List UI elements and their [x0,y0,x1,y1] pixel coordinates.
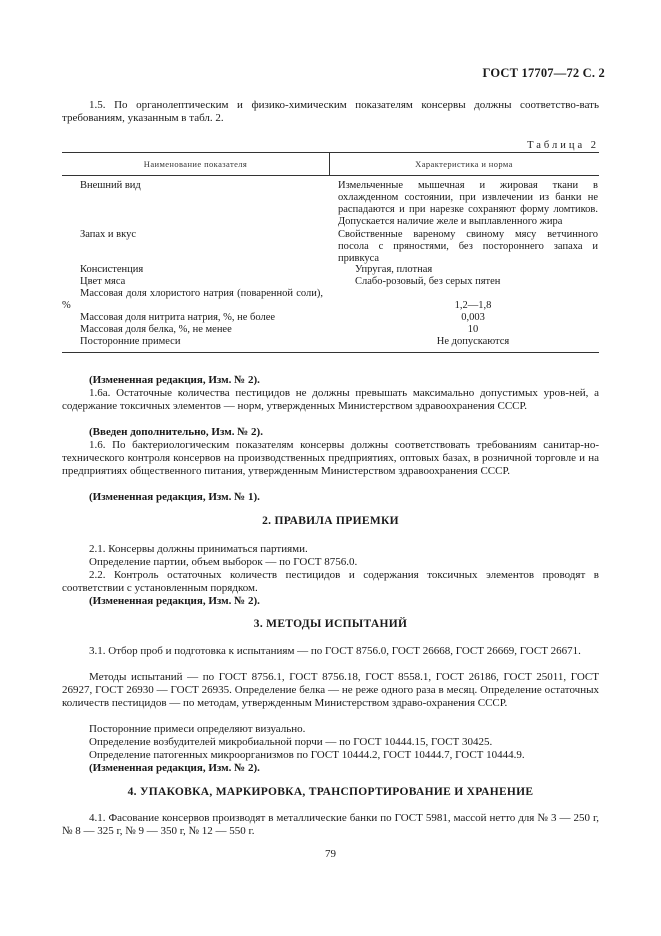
table-row-name: Внешний вид [80,180,141,191]
section-4-title: 4. УПАКОВКА, МАРКИРОВКА, ТРАНСПОРТИРОВАНИЕ И ХРАНЕНИЕ [127,786,534,798]
paragraph-1-5: 1.5. По органолептическим и физико-химическим показателям консервы должны соответство-вать требованиям, указанным в табл. 2. [62,99,599,125]
table-row-value: Измельченные мышечная и жировая ткани в охлажденном состоянии, при извлечении из банки не распадаются и при нарезке сохраняют форму ломтиков. Допускается наличие желе и выплавленного жира [338,180,598,227]
page-number: 79 [325,848,336,860]
table-row-value: 1,2—1,8 [454,300,492,311]
section-2-title: 2. ПРАВИЛА ПРИЕМКИ [262,515,399,527]
table-row-value: Не допускаются [436,336,510,347]
paragraph-pathogens: Определение патогенных микроорганизмов по ГОСТ 10444.2, ГОСТ 10444.7, ГОСТ 10444.9. [89,749,525,761]
table-row-name: Цвет мяса [80,276,126,287]
table-row-value: Свойственные вареному свиному мясу ветчинного посола с пряностями, без постороннего запаха и привкуса [338,229,598,264]
table-row-name: Запах и вкус [80,229,137,240]
paragraph-2-2: 2.2. Контроль остаточных количеств пестицидов и содержания токсичных элементов проводят в соответствии с установленным порядком. [62,569,599,595]
paragraph-methods: Методы испытаний — по ГОСТ 8756.1, ГОСТ 8756.18, ГОСТ 8558.1, ГОСТ 26186, ГОСТ 25011, ГОСТ 26927, ГОСТ 26930 — ГОСТ 26935. Определение белка — не реже одного раза в месяц. Определение остаточных количеств пестицидов — по методам, утвержденным Министерством здраво-охранения СССР. [62,671,599,710]
table-bottom-rule [62,352,599,353]
table-row-name: Посторонние примеси [80,336,181,347]
table-top-rule [62,152,599,153]
revision-note: (Измененная редакция, Изм. № 2). [89,374,260,386]
revision-note: (Измененная редакция, Изм. № 2). [89,595,260,607]
paragraph-1-6a: 1.6а. Остаточные количества пестицидов не должны превышать максимально допустимых уров-ней, а содержание токсичных элементов — норм, утвержденных Министерством здравоохранения СССР. [62,387,599,413]
table-row-name: Массовая доля хлористого натрия (поваренной соли), % [62,288,323,311]
revision-note: (Измененная редакция, Изм. № 2). [89,762,260,774]
paragraph-2-1-batch: Определение партии, объем выборок — по ГОСТ 8756.0. [89,556,358,568]
table-row-name: Консистенция [80,264,144,275]
table-header-characteristic: Характеристика и норма [415,159,513,169]
table-row-value: 0,003 [461,312,485,323]
table-row-name: Массовая доля белка, %, не менее [80,324,232,335]
paragraph-foreign-matter: Посторонние примеси определяют визуально. [89,723,306,735]
revision-note: (Измененная редакция, Изм. № 1). [89,491,260,503]
table-header-indicator: Наименование показателя [143,159,248,169]
paragraph-4-1: 4.1. Фасование консервов производят в металлические банки по ГОСТ 5981, массой нетто для № 3 — 250 г, № 8 — 325 г, № 9 — 350 г, № 12 — 550 г. [62,812,599,838]
table-row-value: Упругая, плотная [355,264,433,275]
table-header-rule [62,175,599,176]
table-row-value: 10 [467,324,479,335]
document-header: ГОСТ 17707—72 С. 2 [482,66,605,80]
paragraph-1-6: 1.6. По бактериологическим показателям консервы должны соответствовать требованиям санитар-но-технического контроля консервов на производственных предприятиях, оптовых базах, в розничной торговле и на предприятиях общественного питания, утвержденным Министерством здравоохранения СССР. [62,439,599,478]
paragraph-spoilage: Определение возбудителей микробиальной порчи — по ГОСТ 10444.15, ГОСТ 30425. [89,736,493,748]
paragraph-2-1: 2.1. Консервы должны приниматься партиями. [89,543,308,555]
section-3-title: 3. МЕТОДЫ ИСПЫТАНИЙ [253,618,408,630]
added-note: (Введен дополнительно, Изм. № 2). [89,426,263,438]
table-row-name: Массовая доля нитрита натрия, %, не более [80,312,276,323]
table-row-value: Слабо-розовый, без серых пятен [355,276,501,287]
paragraph-3-1: 3.1. Отбор проб и подготовка к испытаниям — по ГОСТ 8756.0, ГОСТ 26668, ГОСТ 26669, ГОСТ 26671. [89,645,581,657]
table-caption: Таблица 2 [527,140,599,151]
